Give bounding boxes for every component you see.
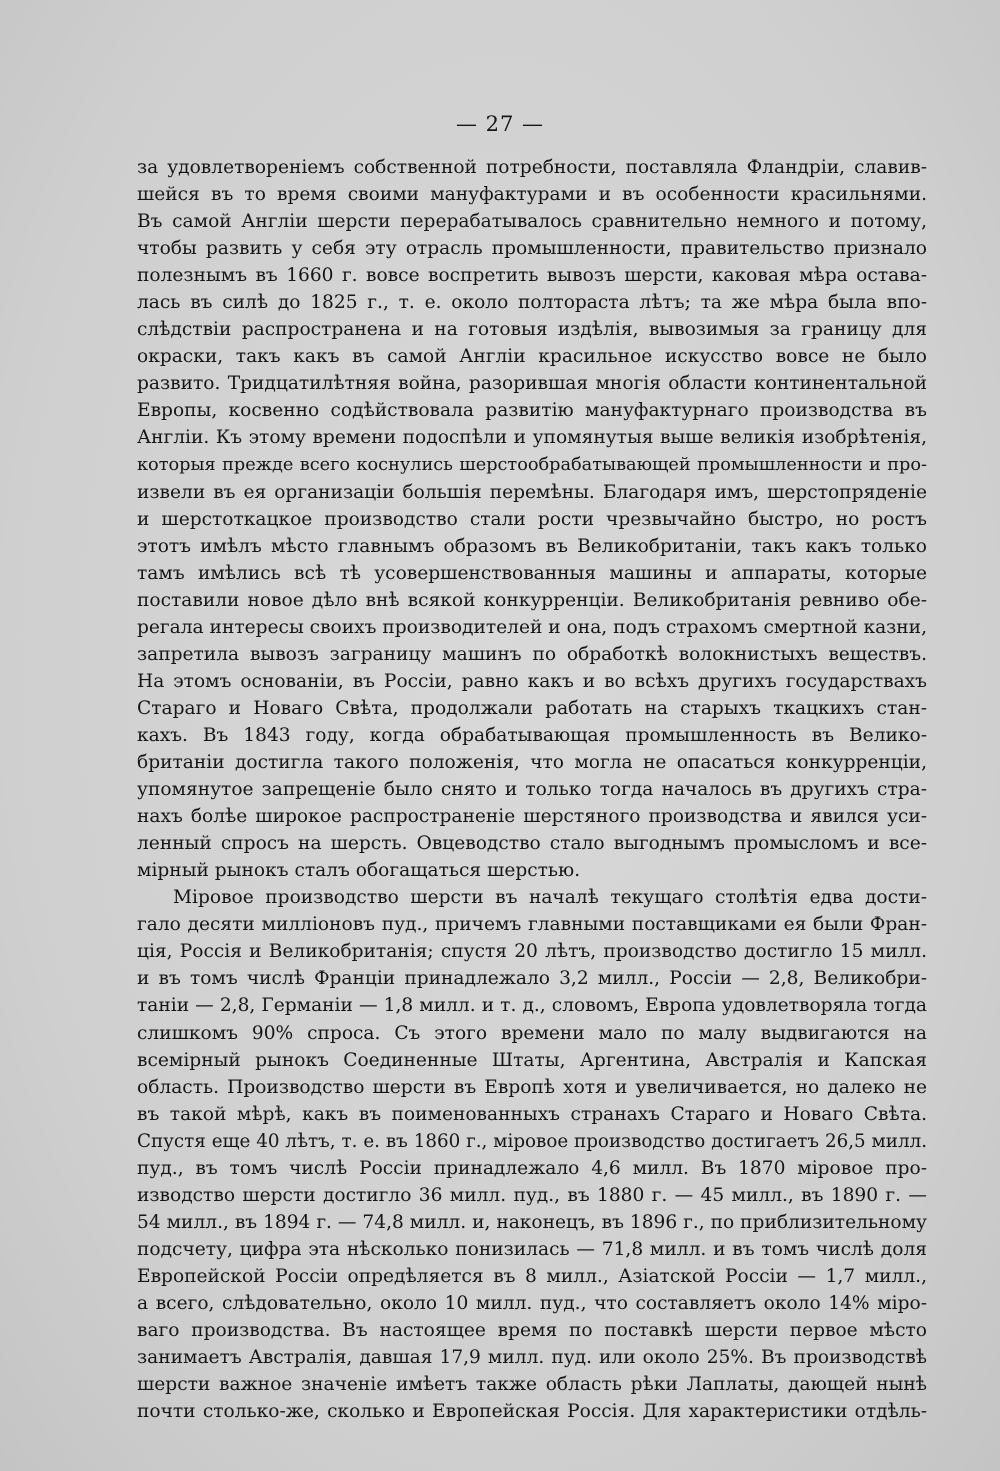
text-line: поставили новое дѣло внѣ всякой конкурренціи. Великобританія ревниво обе-: [137, 589, 927, 611]
text-line: чтобы развить у себя эту отрасль промышленности, правительство признало: [137, 238, 927, 260]
text-line: этотъ имѣлъ мѣсто главнымъ образомъ въ Великобританіи, такъ какъ только: [137, 535, 927, 557]
text-line: за удовлетвореніемъ собственной потребности, поставляла Фландріи, славив-: [137, 157, 927, 178]
paragraph-2: [137, 884, 927, 1425]
text-line: Въ самой Англіи шерсти перерабатывалось сравнительно немного и потому,: [137, 211, 927, 233]
text-line: Англіи. Къ этому времени подоспѣли и упомянутыя выше великія изобрѣтенія,: [137, 427, 927, 449]
text-line: окраски, такъ какъ въ самой Англіи красильное искусство вовсе не было: [137, 346, 927, 368]
text-line: изводство шерсти достигло 36 милл. пуд., въ 1880 г. — 45 милл., въ 1890 г. —: [137, 1184, 927, 1206]
text-line: ленный спросъ на шерсть. Овцеводство стало выгоднымъ промысломъ и все-: [137, 833, 927, 855]
text-line: а всего, слѣдовательно, около 10 милл. пуд., что составляетъ около 14% міро-: [137, 1292, 927, 1314]
text-line: область. Производство шерсти въ Европѣ хотя и увеличивается, но далеко не: [137, 1076, 927, 1098]
body-text: [137, 154, 927, 1425]
text-line: лась въ силѣ до 1825 г., т. е. около полтораста лѣтъ; та же мѣра была впо-: [137, 292, 927, 314]
text-line: ція, Россія и Великобританія; спустя 20 лѣтъ, производство достигло 15 милл.: [137, 941, 927, 963]
text-line: и шерстоткацкое производство стали рости чрезвычайно быстро, но ростъ: [137, 508, 927, 530]
text-line: На этомъ основаніи, въ Россіи, равно какъ и во всѣхъ другихъ государствахъ: [137, 670, 927, 692]
text-line: упомянутое запрещеніе было снято и только тогда началось въ другихъ стра-: [137, 779, 927, 801]
text-line: мірный рынокъ сталъ обогащаться шерстью.: [137, 860, 581, 882]
text-line: таніи — 2,8, Германіи — 1,8 милл. и т. д., словомъ, Европа удовлетворяла тогда: [137, 995, 927, 1017]
text-line: шейся въ то время своими мануфактурами и въ особенности красильнями.: [137, 184, 927, 206]
text-line: слѣдствіи распространена и на готовыя издѣлія, вывозимыя за границу для: [137, 319, 927, 341]
text-line: Европы, косвенно содѣйствовала развитію мануфактурнаго производства въ: [137, 400, 927, 422]
text-line: Спустя еще 40 лѣтъ, т. е. въ 1860 г., міровое производство достигаетъ 26,5 милл.: [137, 1130, 927, 1152]
text-line: Стараго и Новаго Свѣта, продолжали работать на старыхъ ткацкихъ стан-: [137, 697, 927, 719]
text-line: которыя прежде всего коснулись шерстообрабатывающей промышленности и про-: [137, 454, 927, 475]
text-line: регала интересы своихъ производителей и она, подъ страхомъ смертной казни,: [137, 616, 927, 638]
text-line: и въ томъ числѣ Франціи принадлежало 3,2 милл., Россіи — 2,8, Великобри-: [137, 968, 927, 990]
text-line: Міровое производство шерсти въ началѣ текущаго столѣтія едва дости-: [173, 887, 927, 909]
text-line: шерсти важное значеніе имѣетъ также область рѣки Лаплаты, дающей нынѣ: [137, 1374, 927, 1396]
text-line: тамъ имѣлись всѣ тѣ усовершенствованныя машины и аппараты, которые: [137, 562, 927, 584]
text-line: развито. Тридцатилѣтняя война, разорившая многія области континентальной: [137, 373, 927, 395]
text-line: британіи достигла такого положенія, что могла не опасаться конкурренціи,: [137, 752, 927, 774]
text-line: въ такой мѣрѣ, какъ въ поименованныхъ странахъ Стараго и Новаго Свѣта.: [137, 1103, 927, 1125]
text-line: гало десяти милліоновъ пуд., причемъ главными поставщиками ея были Фран-: [137, 914, 927, 936]
paragraph-1: [137, 154, 927, 884]
text-line: занимаетъ Австралія, давшая 17,9 милл. пуд. или около 25%. Въ производствѣ: [137, 1347, 927, 1369]
text-line: ваго производства. Въ настоящее время по поставкѣ шерсти первое мѣсто: [137, 1320, 927, 1342]
text-line: полезнымъ въ 1660 г. вовсе воспретить вывозъ шерсти, каковая мѣра остава-: [137, 265, 927, 287]
text-line: извели въ ея организаціи большія перемѣны. Благодаря имъ, шерстопряденіе: [137, 481, 927, 503]
page-number: — 27 —: [455, 112, 545, 136]
text-line: слишкомъ 90% спроса. Съ этого времени мало по малу выдвигаются на: [137, 1022, 927, 1044]
text-line: нахъ болѣе широкое распространеніе шерстяного производства и явился уси-: [137, 806, 927, 828]
text-line: запретила вывозъ заграницу машинъ по обработкѣ волокнистыхъ веществъ.: [137, 643, 927, 665]
text-line: пуд., въ томъ числѣ Россіи принадлежало 4,6 милл. Въ 1870 міровое про-: [137, 1157, 927, 1179]
text-line: всемірный рынокъ Соединенные Штаты, Аргентина, Австралія и Капская: [137, 1049, 927, 1071]
text-line: почти столько-же, сколько и Европейская Россія. Для характеристики отдѣль-: [137, 1401, 927, 1423]
text-line: кахъ. Въ 1843 году, когда обрабатывающая промышленность въ Велико-: [137, 724, 927, 746]
text-line: 54 милл., въ 1894 г. — 74,8 милл. и, наконецъ, въ 1896 г., по приблизительному: [137, 1211, 927, 1233]
text-line: Европейской Россіи опредѣляется въ 8 милл., Азіатской Россіи — 1,7 милл.,: [137, 1265, 927, 1287]
text-line: подсчету, цифра эта нѣсколько понизилась — 71,8 милл. и въ томъ числѣ доля: [137, 1238, 927, 1260]
